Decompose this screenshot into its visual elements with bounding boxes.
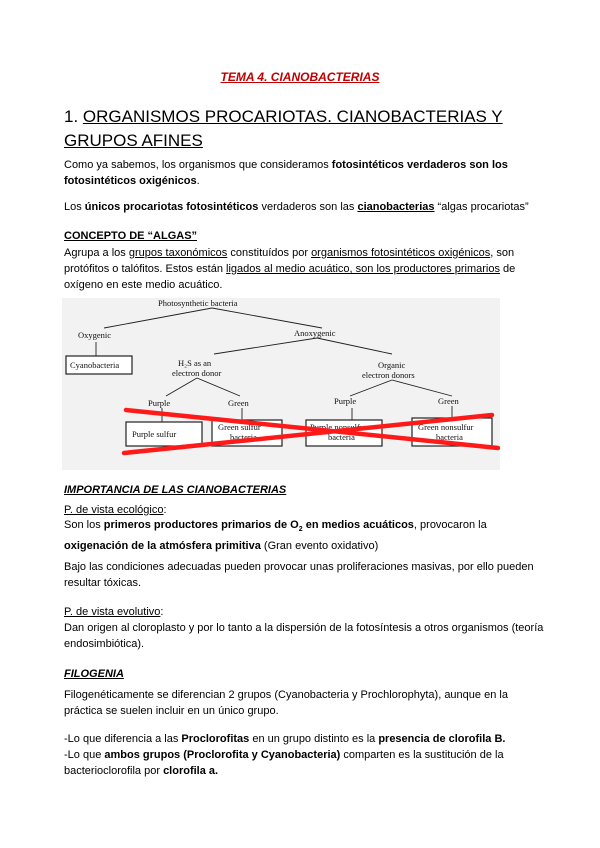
evolutivo-paragraph: Dan origen al cloroplasto y por lo tanto a la dispersión de la fotosíntesis a otros organismos (teoría endosimbiótica). (64, 622, 544, 650)
label-cyanobacteria: Cyanobacteria (70, 360, 120, 370)
label-green-sulfur-line2: bacteria (230, 432, 257, 442)
underline-run: grupos taxonómicos (128, 247, 228, 259)
underline-run: ligados al medio acuático, son los productores primarios (226, 263, 500, 275)
bold-run: únicos procariotas fotosintéticos (84, 201, 259, 213)
label-purple-right: Purple (334, 396, 357, 406)
doc-title: TEMA 4. CIANOBACTERIAS (220, 70, 380, 84)
text-run: primeros productores primarios de O (103, 519, 299, 531)
bold-run (103, 519, 414, 534)
label-green-right: Green (438, 396, 459, 406)
section-number: 1. (64, 107, 83, 126)
bold-run: fotosintéticos verdaderos son los fotosintéticos oxigénicos (64, 159, 508, 187)
label-green-sulfur-line1: Green sulfur (218, 422, 261, 432)
text-run: de oxígeno en este medio acuático. (64, 263, 516, 291)
label-green-nonsulfur-line1: Green nonsulfur (418, 422, 474, 432)
concepto-heading: CONCEPTO DE “ALGAS” (64, 230, 198, 242)
label-purple-left: Purple (148, 398, 171, 408)
text-run: -Lo que diferencia a las (64, 733, 182, 745)
text-run: verdaderos son las (258, 201, 358, 213)
filogenia-line-1 (64, 731, 544, 747)
bold-run: ambos grupos (Proclorofita y Cyanobacteria) (104, 749, 341, 761)
bold-run: clorofila a. (163, 765, 219, 777)
filogenia-heading: FILOGENIA (64, 668, 124, 680)
section-heading (64, 105, 544, 153)
filogenia-line-2 (64, 747, 544, 779)
underline-run: P. de vista ecológico (64, 504, 164, 516)
bold-run: presencia de clorofila B. (378, 733, 506, 745)
text-run: “algas procariotas” (434, 201, 529, 213)
label-anoxygenic: Anoxygenic (294, 328, 336, 338)
ecologico-paragraph (64, 517, 544, 554)
text-run: , son protófitos o talófitos. Estos están (64, 247, 515, 275)
text-run: Agrupa a los (64, 247, 129, 259)
text-run: constituídos por (227, 247, 312, 259)
label-organic-line1: Organic (378, 360, 406, 370)
label-oxygenic: Oxygenic (78, 330, 112, 340)
underline-run: organismos fotosintéticos oxigénicos (311, 247, 491, 259)
label-green-nonsulfur-line2: bacteria (436, 432, 463, 442)
text-run: comparten es la sustitución de la bacterioclorofila por (64, 749, 504, 777)
section-title: ORGANISMOS PROCARIOTAS. CIANOBACTERIAS Y GRUPOS AFINES (64, 107, 503, 150)
bold-run: Proclorofitas (181, 733, 250, 745)
ecologico-label-line (64, 502, 544, 518)
text-run: : (160, 606, 164, 618)
intro-paragraph-1 (64, 157, 544, 189)
importancia-heading: IMPORTANCIA DE LAS CIANOBACTERIAS (64, 484, 287, 496)
text-run: , provocaron la (413, 519, 487, 531)
label-purple-nonsulfur-line1: Purple nonsulfur (310, 422, 367, 432)
intro-paragraph-2 (64, 199, 544, 215)
text-run: en un grupo distinto es la (249, 733, 379, 745)
text-run: (Gran evento oxidativo) (260, 540, 379, 553)
text-run: : (163, 504, 167, 516)
text-run: Los (64, 201, 85, 213)
text-run: Como ya sabemos, los organismos que consideramos (64, 159, 332, 171)
underline-run: P. de vista evolutivo (64, 606, 161, 618)
bold-underline-run: cianobacterias (357, 201, 435, 213)
subscript: 2 (298, 526, 303, 534)
evolutivo-label-line (64, 604, 544, 620)
concepto-paragraph (64, 245, 544, 293)
label-h2s-line1: H₂S as an (178, 358, 212, 368)
bold-run: oxigenación de la atmósfera primitiva (64, 540, 261, 553)
label-purple-nonsulfur-line2: bacteria (328, 432, 355, 442)
label-h2s-line2: electron donor (172, 368, 222, 378)
photosynthetic-bacteria-diagram (62, 298, 500, 470)
label-organic-line2: electron donors (362, 370, 415, 380)
bajo-paragraph: Bajo las condiciones adecuadas pueden provocar unas proliferaciones masivas, por ello pueden resultar tóxicas. (64, 561, 534, 589)
text-run: Son los (64, 519, 104, 531)
label-green-left: Green (228, 398, 249, 408)
text-run: . (196, 175, 200, 187)
text-run: -Lo que (64, 749, 105, 761)
label-purple-sulfur: Purple sulfur (132, 429, 177, 439)
filogenia-paragraph: Filogenéticamente se diferencian 2 grupos (Cyanobacteria y Prochlorophyta), aunque en la práctica se suelen incluir en un único grupo. (64, 689, 508, 717)
label-photosynthetic-bacteria: Photosynthetic bacteria (158, 298, 238, 308)
text-run: en medios acuáticos (302, 519, 414, 531)
